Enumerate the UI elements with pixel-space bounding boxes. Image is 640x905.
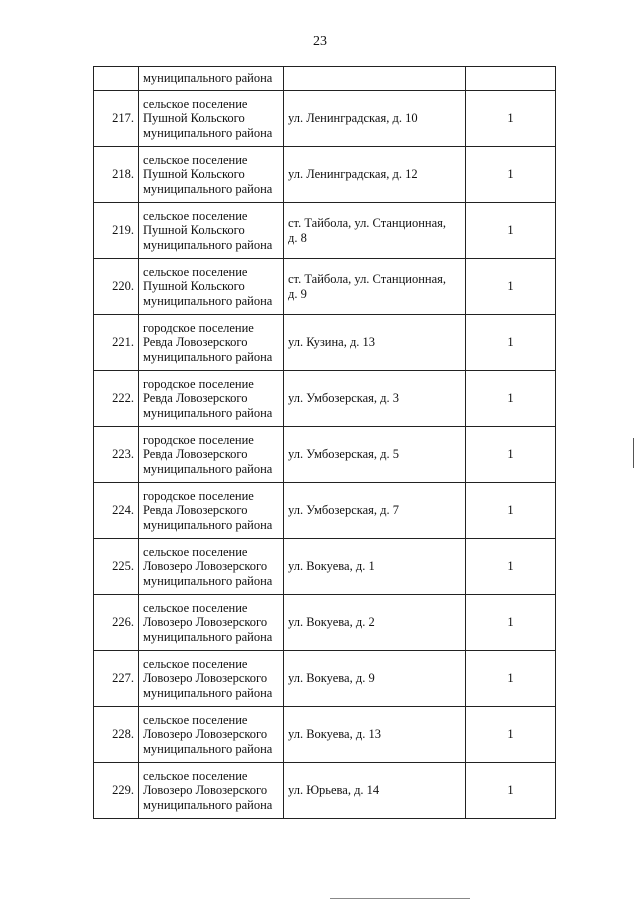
address-line: ул. Вокуева, д. 1 (288, 559, 375, 574)
address-line: ул. Умбозерская, д. 5 (288, 447, 400, 462)
municipality-line: Пушной Кольского (143, 223, 245, 238)
table-row (94, 259, 556, 315)
addresses-table (93, 66, 556, 819)
municipality-cell (139, 651, 284, 707)
count-cell: 1 (466, 539, 556, 595)
count-cell: 1 (466, 595, 556, 651)
table-row (94, 707, 556, 763)
address-cell (284, 371, 466, 427)
address-cell (284, 707, 466, 763)
table-row (94, 147, 556, 203)
municipality-line: муниципального района (143, 405, 273, 420)
address-line: ул. Вокуева, д. 13 (288, 727, 381, 742)
municipality-line: муниципального района (143, 181, 273, 196)
municipality-line: сельское поселение (143, 712, 248, 727)
table-row (94, 651, 556, 707)
municipality-cell (139, 67, 284, 91)
row-number-cell: 219. (94, 203, 139, 259)
municipality-line: муниципального района (143, 741, 273, 756)
municipality-line: городское поселение (143, 320, 254, 335)
address-line: ул. Юрьева, д. 14 (288, 783, 380, 798)
municipality-cell (139, 315, 284, 371)
address-cell (284, 67, 466, 91)
address-line: д. 9 (288, 286, 307, 301)
row-number-cell: 217. (94, 91, 139, 147)
count-cell: 1 (466, 315, 556, 371)
address-line: ст. Тайбола, ул. Станционная, (288, 216, 447, 230)
municipality-line: сельское поселение (143, 96, 248, 111)
table-row (94, 315, 556, 371)
address-cell (284, 427, 466, 483)
table-row (94, 483, 556, 539)
row-number-cell: 220. (94, 259, 139, 315)
row-number-cell (94, 67, 139, 91)
count-cell (466, 67, 556, 91)
continuation-row (94, 67, 556, 91)
municipality-cell (139, 763, 284, 819)
address-line: ст. Тайбола, ул. Станционная, (288, 272, 447, 286)
row-number-cell: 229. (94, 763, 139, 819)
municipality-line: Пушной Кольского (143, 111, 245, 126)
municipality-line: городское поселение (143, 432, 254, 447)
municipality-line: сельское поселение (143, 544, 248, 559)
municipality-line: Ревда Ловозерского (143, 391, 248, 406)
row-number-cell: 218. (94, 147, 139, 203)
table-row (94, 91, 556, 147)
municipality-line: сельское поселение (143, 264, 248, 279)
address-cell (284, 259, 466, 315)
address-cell (284, 539, 466, 595)
table-row (94, 427, 556, 483)
municipality-cell (139, 483, 284, 539)
address-line: ул. Умбозерская, д. 7 (288, 503, 400, 518)
municipality-line: Пушной Кольского (143, 167, 245, 182)
count-cell: 1 (466, 707, 556, 763)
count-cell: 1 (466, 651, 556, 707)
municipality-line: городское поселение (143, 488, 254, 503)
municipality-line: Ловозеро Ловозерского (143, 615, 268, 630)
municipality-line: муниципального района (143, 237, 273, 252)
row-number-cell: 223. (94, 427, 139, 483)
address-line: ул. Вокуева, д. 9 (288, 671, 375, 686)
table-row (94, 203, 556, 259)
municipality-cell (139, 707, 284, 763)
count-cell: 1 (466, 147, 556, 203)
table-row (94, 595, 556, 651)
page-number: 23 (313, 34, 327, 49)
address-cell (284, 315, 466, 371)
municipality-line: муниципального района (143, 461, 273, 476)
scan-bottom-mark (330, 898, 470, 899)
count-cell: 1 (466, 91, 556, 147)
municipality-line: Ревда Ловозерского (143, 447, 248, 462)
municipality-line: муниципального района (143, 573, 273, 588)
municipality-cell (139, 147, 284, 203)
address-cell (284, 91, 466, 147)
scan-margin-mark (633, 438, 634, 468)
count-cell: 1 (466, 483, 556, 539)
municipality-line: Ревда Ловозерского (143, 335, 248, 350)
municipality-cell (139, 539, 284, 595)
table-body (94, 67, 556, 819)
municipality-line: сельское поселение (143, 768, 248, 783)
row-number-cell: 228. (94, 707, 139, 763)
address-cell (284, 763, 466, 819)
table-row (94, 371, 556, 427)
municipality-line: Пушной Кольского (143, 279, 245, 294)
count-cell: 1 (466, 427, 556, 483)
count-cell: 1 (466, 259, 556, 315)
municipality-line: сельское поселение (143, 152, 248, 167)
municipality-cell (139, 203, 284, 259)
municipality-cell (139, 91, 284, 147)
row-number-cell: 226. (94, 595, 139, 651)
municipality-line: муниципального района (143, 629, 273, 644)
municipality-line: сельское поселение (143, 600, 248, 615)
row-number-cell: 227. (94, 651, 139, 707)
municipality-line: Ловозеро Ловозерского (143, 783, 268, 798)
table-row (94, 539, 556, 595)
count-cell: 1 (466, 763, 556, 819)
municipality-line: муниципального района (143, 71, 273, 86)
address-cell (284, 147, 466, 203)
municipality-line: Ловозеро Ловозерского (143, 559, 268, 574)
address-cell (284, 203, 466, 259)
municipality-line: муниципального района (143, 293, 273, 308)
address-cell (284, 651, 466, 707)
municipality-cell (139, 259, 284, 315)
address-cell (284, 483, 466, 539)
municipality-line: муниципального района (143, 797, 273, 812)
municipality-line: муниципального района (143, 685, 273, 700)
municipality-cell (139, 371, 284, 427)
municipality-line: Ревда Ловозерского (143, 503, 248, 518)
row-number-cell: 221. (94, 315, 139, 371)
count-cell: 1 (466, 371, 556, 427)
municipality-line: муниципального района (143, 517, 273, 532)
address-line: ул. Умбозерская, д. 3 (288, 391, 400, 406)
address-line: д. 8 (288, 230, 307, 245)
municipality-line: сельское поселение (143, 208, 248, 223)
address-line: ул. Кузина, д. 13 (288, 335, 376, 350)
address-line: ул. Ленинградская, д. 10 (288, 111, 418, 126)
address-line: ул. Вокуева, д. 2 (288, 615, 375, 630)
table-row (94, 763, 556, 819)
municipality-line: Ловозеро Ловозерского (143, 671, 268, 686)
address-cell (284, 595, 466, 651)
municipality-cell (139, 595, 284, 651)
municipality-line: городское поселение (143, 376, 254, 391)
municipality-cell (139, 427, 284, 483)
count-cell: 1 (466, 203, 556, 259)
municipality-line: муниципального района (143, 125, 273, 140)
row-number-cell: 225. (94, 539, 139, 595)
municipality-line: Ловозеро Ловозерского (143, 727, 268, 742)
row-number-cell: 224. (94, 483, 139, 539)
municipality-line: муниципального района (143, 349, 273, 364)
address-line: ул. Ленинградская, д. 12 (288, 167, 418, 182)
row-number-cell: 222. (94, 371, 139, 427)
municipality-line: сельское поселение (143, 656, 248, 671)
